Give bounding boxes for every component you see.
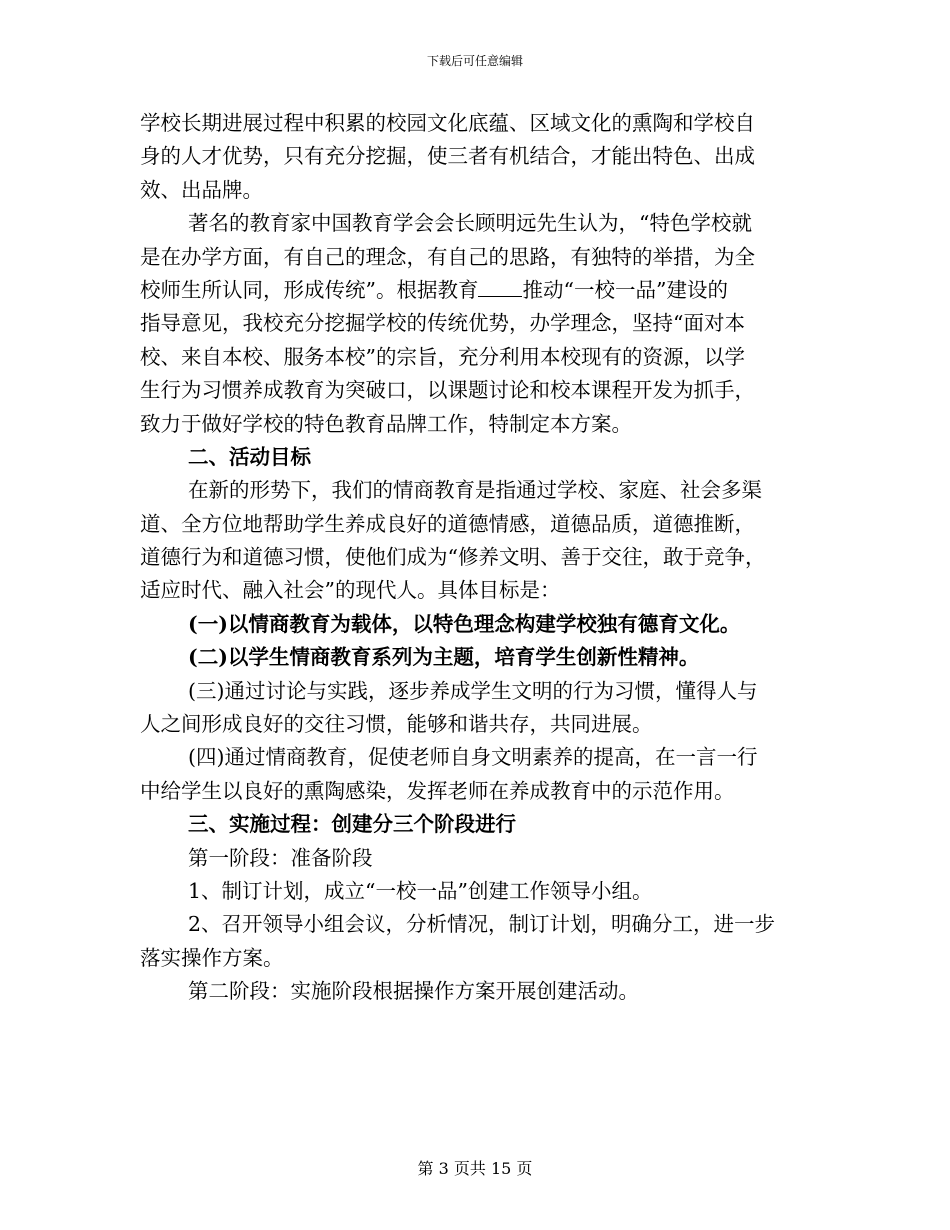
text-line [140, 776, 808, 809]
line-text: 道、全方位地帮助学生养成良好的道德情感，道德品质，道德推断， [140, 511, 755, 536]
text-line [140, 342, 808, 375]
page-footer: 第 3 页共 15 页 [417, 1159, 533, 1178]
heading-text: 三、实施过程：创建分三个阶段进行 [188, 812, 516, 837]
line-text: 道德行为和道德习惯，使他们成为“修养文明、善于交往，敢于竞争， [140, 545, 766, 570]
page-header: 下载后可任意编辑 [426, 54, 523, 68]
phase-title [140, 976, 808, 1009]
line-text: 学校长期进展过程中积累的校园文化底蕴、区域文化的熏陶和学校自 [140, 111, 755, 135]
line-text: 生行为习惯养成教育为突破口，以课题讨论和校本课程开发为抓手， [140, 378, 755, 403]
line-text: 落实操作方案。 [140, 945, 284, 970]
text-line [140, 475, 808, 508]
goal-item [140, 742, 808, 775]
text-line [140, 242, 808, 275]
line-text: 中给学生以良好的熏陶感染，发挥老师在养成教育中的示范作用。 [140, 778, 735, 803]
text-line [140, 208, 808, 241]
goal-item [140, 676, 808, 709]
document-body [140, 108, 808, 1010]
section-heading [140, 442, 808, 475]
line-text-after-blank: 推动“一校一品”建设的 [522, 277, 728, 302]
text-line [140, 108, 808, 141]
line-text: 身的人才优势，只有充分挖掘，使三者有机结合，才能出特色、出成 [140, 144, 755, 169]
line-text: 校、来自本校、服务本校”的宗旨，充分利用本校现有的资源，以学 [140, 344, 745, 369]
line-text: 指导意见，我校充分挖掘学校的传统优势，办学理念，坚持“面对本 [140, 311, 745, 336]
text-line [140, 308, 808, 341]
line-text: 是在办学方面，有自己的理念，有自己的思路，有独特的举措，为全 [140, 244, 755, 269]
goal-item [140, 642, 808, 675]
text-line [140, 509, 808, 542]
text-line [140, 943, 808, 976]
text-line [140, 175, 808, 208]
step-text: 1、制订计划，成立“一校一品”创建工作领导小组。 [188, 878, 653, 903]
line-text: 著名的教育家中国教育学会会长顾明远先生认为，“特色学校就 [188, 211, 752, 236]
step-text: 2、召开领导小组会议，分析情况，制订计划，明确分工，进一步 [188, 912, 776, 937]
step-item [140, 876, 808, 909]
phase-text: 第二阶段：实施阶段根据操作方案开展创建活动。 [188, 979, 639, 1004]
heading-text: 二、活动目标 [188, 444, 311, 469]
text-line [140, 409, 808, 442]
text-line [140, 141, 808, 174]
phase-title [140, 843, 808, 876]
text-line [140, 375, 808, 408]
goal-text: (四)通过情商教育，促使老师自身文明素养的提高，在一言一行 [188, 745, 758, 770]
text-line [140, 709, 808, 742]
fill-in-blank [478, 278, 522, 297]
goal-item [140, 609, 808, 642]
goal-text: (一)以情商教育为载体，以特色理念构建学校独有德育文化。 [188, 611, 741, 636]
line-text: 校师生所认同，形成传统”。根据教育 [140, 277, 479, 302]
line-text: 效、出品牌。 [140, 177, 263, 202]
line-text: 人之间形成良好的交往习惯，能够和谐共存，共同进展。 [140, 712, 653, 737]
line-text: 适应时代、融入社会”的现代人。具体目标是： [140, 578, 561, 603]
text-line [140, 575, 808, 608]
text-line [140, 542, 808, 575]
goal-text: (二)以学生情商教育系列为主题，培育学生创新性精神。 [188, 645, 700, 670]
phase-text: 第一阶段：准备阶段 [188, 845, 373, 870]
goal-text: (三)通过讨论与实践，逐步养成学生文明的行为习惯，懂得人与 [188, 678, 758, 703]
step-item [140, 909, 808, 942]
text-line [140, 275, 808, 308]
section-heading [140, 809, 808, 842]
line-text: 致力于做好学校的特色教育品牌工作，特制定本方案。 [140, 411, 632, 436]
line-text: 在新的形势下，我们的情商教育是指通过学校、家庭、社会多渠 [188, 478, 762, 503]
